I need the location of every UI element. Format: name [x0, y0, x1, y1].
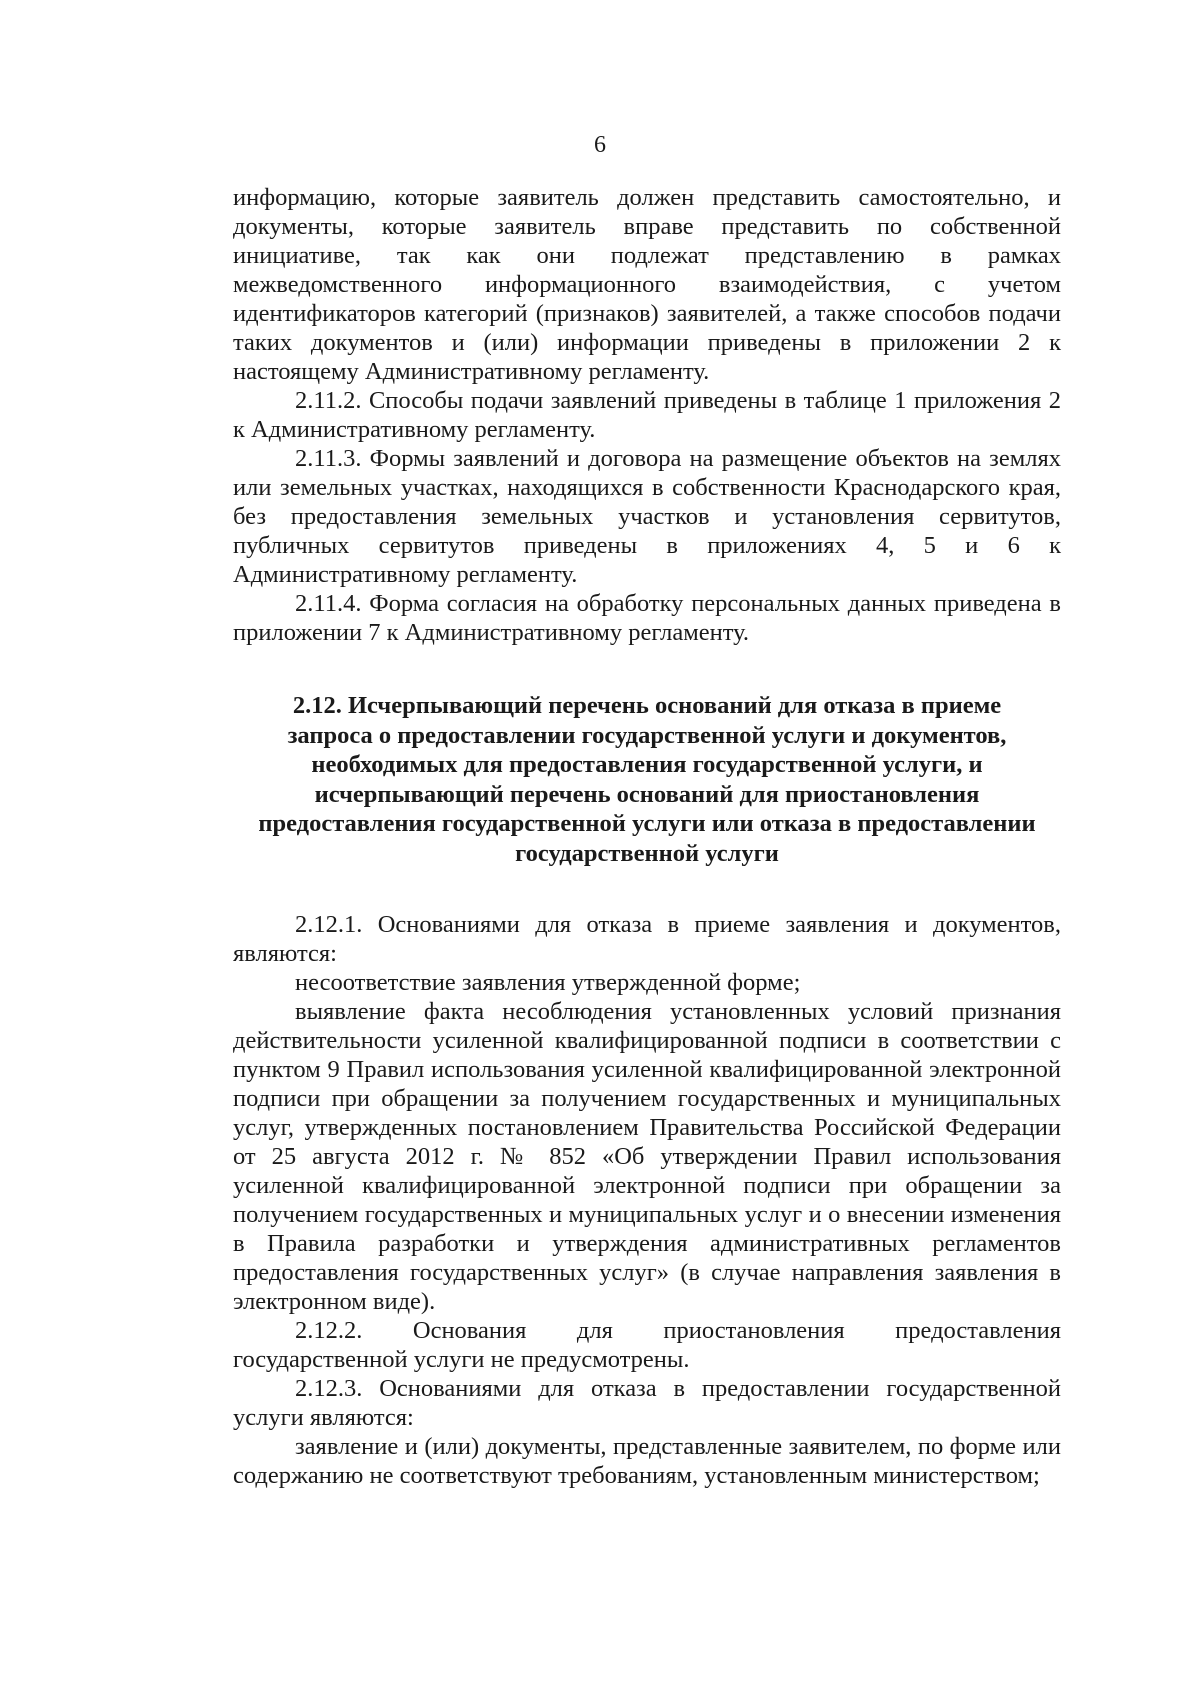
paragraph-2-12-1: 2.12.1. Основаниями для отказа в приеме заявления и документов, являются:: [233, 911, 1061, 967]
heading-line: 2.12. Исчерпывающий перечень оснований для отказа в приеме: [292, 692, 1002, 719]
heading-line: исчерпывающий перечень оснований для приостановления: [314, 780, 980, 808]
list-item-form-mismatch: несоответствие заявления утвержденной форме;: [295, 969, 801, 996]
list-item-requirements-mismatch: заявление и (или) документы, представленные заявителем, по форме или содержанию не соответствуют требованиям, установленным министерством;: [233, 1433, 1061, 1489]
heading-line: государственной услуги: [515, 839, 779, 867]
document-body: [233, 183, 1061, 1490]
heading-line: необходимых для предоставления государственной услуги, и: [311, 751, 983, 778]
paragraph-2-11-3: 2.11.3. Формы заявлений и договора на размещение объектов на землях или земельных участках, находящихся в собственности Краснодарского края, без предоставления земельных участков и установления сервитутов, публичных сервитутов приведены в приложениях 4, 5 и 6 к Административному регламенту.: [233, 445, 1061, 588]
heading-line: предоставления государственной услуги или отказа в предоставлении: [258, 810, 1036, 837]
paragraph-continuation: информацию, которые заявитель должен представить самостоятельно, и документы, которые заявитель вправе представить по собственной инициативе, так как они подлежат представлению в рамках межведомственного информационного взаимодействия, с учетом идентификаторов категорий (признаков) заявителей, а также способов подачи таких документов и (или) информации приведены в приложении 2 к настоящему Административному регламенту.: [233, 184, 1061, 385]
heading-line: запроса о предоставлении государственной услуги и документов,: [287, 721, 1007, 749]
paragraph-2-12-3: 2.12.3. Основаниями для отказа в предоставлении государственной услуги являются:: [233, 1375, 1061, 1431]
page-number: 6: [594, 132, 606, 158]
section-heading-2-12: [233, 691, 1061, 868]
list-item-signature-check: выявление факта несоблюдения установленных условий признания действительности усиленной квалифицированной подписи в соответствии с пунктом 9 Правил использования усиленной квалифицированной электронной подписи при обращении за получением государственных и муниципальных услуг, утвержденных постановлением Правительства Российской Федерации от 25 августа 2012 г. № 852 «Об утверждении Правил использования усиленной квалифицированной электронной подписи при обращении за получением государственных и муниципальных услуг и о внесении изменения в Правила разработки и утверждения административных регламентов предоставления государственных услуг» (в случае направления заявления в электронном виде).: [233, 998, 1061, 1315]
paragraph-2-11-4: 2.11.4. Форма согласия на обработку персональных данных приведена в приложении 7 к Административному регламенту.: [233, 590, 1061, 646]
paragraph-2-12-2: 2.12.2. Основания для приостановления предоставления государственной услуги не предусмотрены.: [233, 1317, 1061, 1373]
paragraph-2-11-2: 2.11.2. Способы подачи заявлений приведены в таблице 1 приложения 2 к Административному регламенту.: [233, 387, 1061, 443]
